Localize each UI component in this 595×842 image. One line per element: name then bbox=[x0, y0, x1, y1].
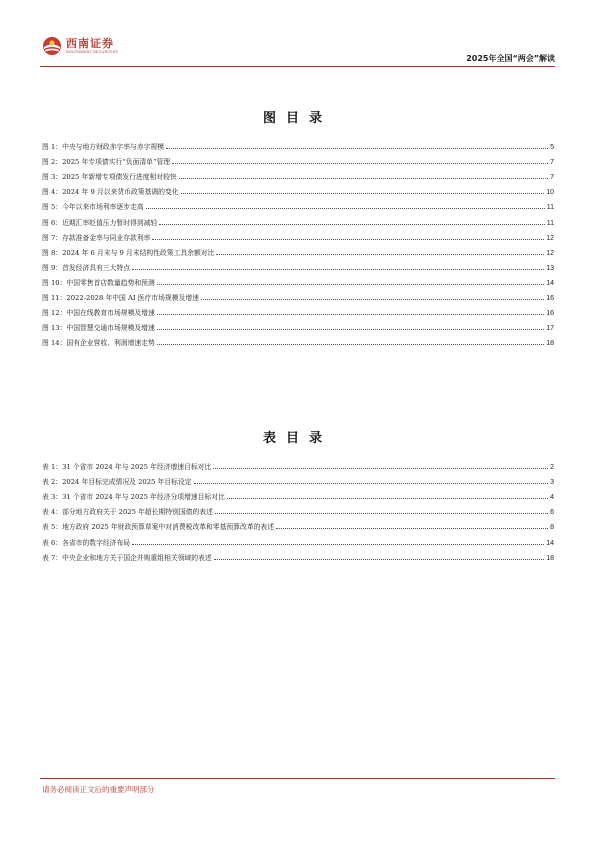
toc-entry-page: 11 bbox=[546, 204, 554, 212]
toc-leader-dots bbox=[216, 254, 544, 255]
toc-leader-dots bbox=[227, 498, 548, 499]
toc-leader-dots bbox=[181, 193, 545, 194]
toc-entry-page: 8 bbox=[550, 524, 554, 532]
toc-entry-label: 图 6：近期汇率贬值压力暂时得到减轻 bbox=[42, 218, 158, 227]
toc-entry-page: 16 bbox=[546, 310, 554, 318]
toc-entry[interactable] bbox=[42, 242, 554, 257]
toc-entry-page: 7 bbox=[550, 174, 554, 182]
toc-entry-page: 7 bbox=[550, 159, 554, 167]
sun-logo-icon bbox=[42, 36, 62, 56]
toc-entry[interactable] bbox=[42, 151, 554, 166]
toc-leader-dots bbox=[157, 344, 544, 345]
header-divider bbox=[40, 66, 555, 67]
toc-entry-page: 4 bbox=[550, 494, 554, 502]
toc-leader-dots bbox=[146, 208, 545, 209]
toc-entry-label: 表 4：部分地方政府关于 2025 年超长期特别国债的表述 bbox=[42, 508, 213, 517]
toc-entry-page: 6 bbox=[550, 509, 554, 517]
toc-entry-label: 图 13：中国智慧交通市场规模及增速 bbox=[42, 324, 155, 333]
toc-entry[interactable] bbox=[42, 486, 554, 501]
toc-entry-page: 3 bbox=[550, 479, 554, 487]
toc-entry-page: 5 bbox=[550, 144, 554, 152]
toc-entry-page: 11 bbox=[546, 219, 554, 227]
toc-leader-dots bbox=[179, 178, 548, 179]
toc-entry-page: 10 bbox=[546, 189, 554, 197]
toc-entry-page: 18 bbox=[546, 554, 554, 562]
toc-entry-label: 表 2：2024 年目标完成情况及 2025 年目标设定 bbox=[42, 478, 192, 487]
toc-entry-label: 图 7：存款准备金率与同业存款利率 bbox=[42, 233, 151, 242]
toc-entry-label: 表 1：31 个省市 2024 年与 2025 年经济增速目标对比 bbox=[42, 463, 212, 472]
toc-leader-dots bbox=[132, 269, 544, 270]
toc-entry[interactable] bbox=[42, 227, 554, 242]
toc-leader-dots bbox=[166, 148, 548, 149]
toc-entry[interactable] bbox=[42, 257, 554, 272]
toc-leader-dots bbox=[194, 483, 549, 484]
toc-entry-page: 16 bbox=[546, 295, 554, 303]
table-toc-list bbox=[42, 456, 554, 562]
toc-entry-label: 图 12：中国在线教育市场规模及增速 bbox=[42, 309, 155, 318]
logo-english-text: SOUTHWEST SECURITIES bbox=[66, 49, 119, 54]
toc-entry-page: 13 bbox=[546, 264, 554, 272]
toc-entry[interactable] bbox=[42, 181, 554, 196]
toc-entry-page: 12 bbox=[546, 234, 554, 242]
toc-entry-page: 2 bbox=[550, 464, 554, 472]
toc-leader-dots bbox=[157, 329, 544, 330]
toc-leader-dots bbox=[201, 299, 544, 300]
toc-entry-label: 图 14：国有企业营收、利润增速走势 bbox=[42, 339, 155, 348]
toc-entry-label: 图 9：首发经济具有三大特点 bbox=[42, 263, 131, 272]
toc-leader-dots bbox=[276, 528, 548, 529]
toc-leader-dots bbox=[215, 513, 548, 514]
toc-leader-dots bbox=[172, 163, 548, 164]
toc-entry-label: 图 10：中国零售首店数量趋势和预测 bbox=[42, 278, 155, 287]
toc-entry-label: 图 4：2024 年 9 月以来货币政策基调的变化 bbox=[42, 188, 179, 197]
toc-leader-dots bbox=[152, 239, 544, 240]
toc-entry-label: 图 5：今年以来市场利率逐步走高 bbox=[42, 203, 144, 212]
company-logo bbox=[42, 36, 118, 56]
footer-disclaimer: 请务必阅读正文后的重要声明部分 bbox=[42, 785, 155, 794]
toc-entry[interactable] bbox=[42, 501, 554, 516]
toc-entry[interactable] bbox=[42, 196, 554, 211]
toc-entry-page: 12 bbox=[546, 249, 554, 257]
toc-entry[interactable] bbox=[42, 211, 554, 226]
toc-entry[interactable] bbox=[42, 272, 554, 287]
toc-entry[interactable] bbox=[42, 456, 554, 471]
toc-entry[interactable] bbox=[42, 317, 554, 332]
toc-entry[interactable] bbox=[42, 531, 554, 546]
footer-divider bbox=[40, 778, 555, 779]
toc-entry-label: 图 2：2025 年专项债实行“负面清单”管理 bbox=[42, 158, 171, 167]
toc-entry[interactable] bbox=[42, 136, 554, 151]
toc-leader-dots bbox=[213, 468, 548, 469]
toc-entry[interactable] bbox=[42, 516, 554, 531]
toc-leader-dots bbox=[159, 224, 544, 225]
toc-entry[interactable] bbox=[42, 471, 554, 486]
toc-entry[interactable] bbox=[42, 166, 554, 181]
toc-entry-page: 17 bbox=[546, 325, 554, 333]
toc-entry-label: 表 5：地方政府 2025 年财政预算草案中对消费税改革和零基预算改革的表述 bbox=[42, 523, 275, 532]
toc-entry[interactable] bbox=[42, 302, 554, 317]
toc-entry[interactable] bbox=[42, 547, 554, 562]
toc-entry-label: 图 1：中央与地方财政赤字率与赤字规模 bbox=[42, 143, 165, 152]
figure-toc-title: 图目录 bbox=[262, 111, 332, 126]
toc-entry-label: 图 3：2025 年新增专项债发行进度相对较快 bbox=[42, 173, 177, 182]
toc-leader-dots bbox=[132, 544, 544, 545]
toc-entry-label: 表 6：各省市的数字经济布局 bbox=[42, 538, 131, 547]
toc-entry-page: 14 bbox=[546, 539, 554, 547]
toc-entry-page: 18 bbox=[546, 340, 554, 348]
toc-entry-label: 图 8：2024 年 6 月末与 9 月末结构性政策工具余额对比 bbox=[42, 248, 215, 257]
figure-toc-list bbox=[42, 136, 554, 347]
toc-entry[interactable] bbox=[42, 332, 554, 347]
toc-leader-dots bbox=[214, 559, 545, 560]
table-toc-title: 表目录 bbox=[262, 431, 332, 446]
toc-entry-page: 14 bbox=[546, 279, 554, 287]
toc-leader-dots bbox=[157, 284, 544, 285]
toc-leader-dots bbox=[157, 314, 544, 315]
toc-entry-label: 表 3：31 个省市 2024 年与 2025 年经济分项增速目标对比 bbox=[42, 493, 225, 502]
toc-entry[interactable] bbox=[42, 287, 554, 302]
page-header bbox=[40, 34, 555, 64]
logo-chinese-text: 西南证券 bbox=[66, 36, 114, 50]
report-title: 2025年全国“两会”解读 bbox=[466, 54, 555, 63]
toc-entry-label: 图 11：2022-2028 年中国 AI 医疗市场规模及增速 bbox=[42, 294, 199, 303]
toc-entry-label: 表 7：中央企业和地方关于国企并购重组相关领域的表述 bbox=[42, 553, 212, 562]
